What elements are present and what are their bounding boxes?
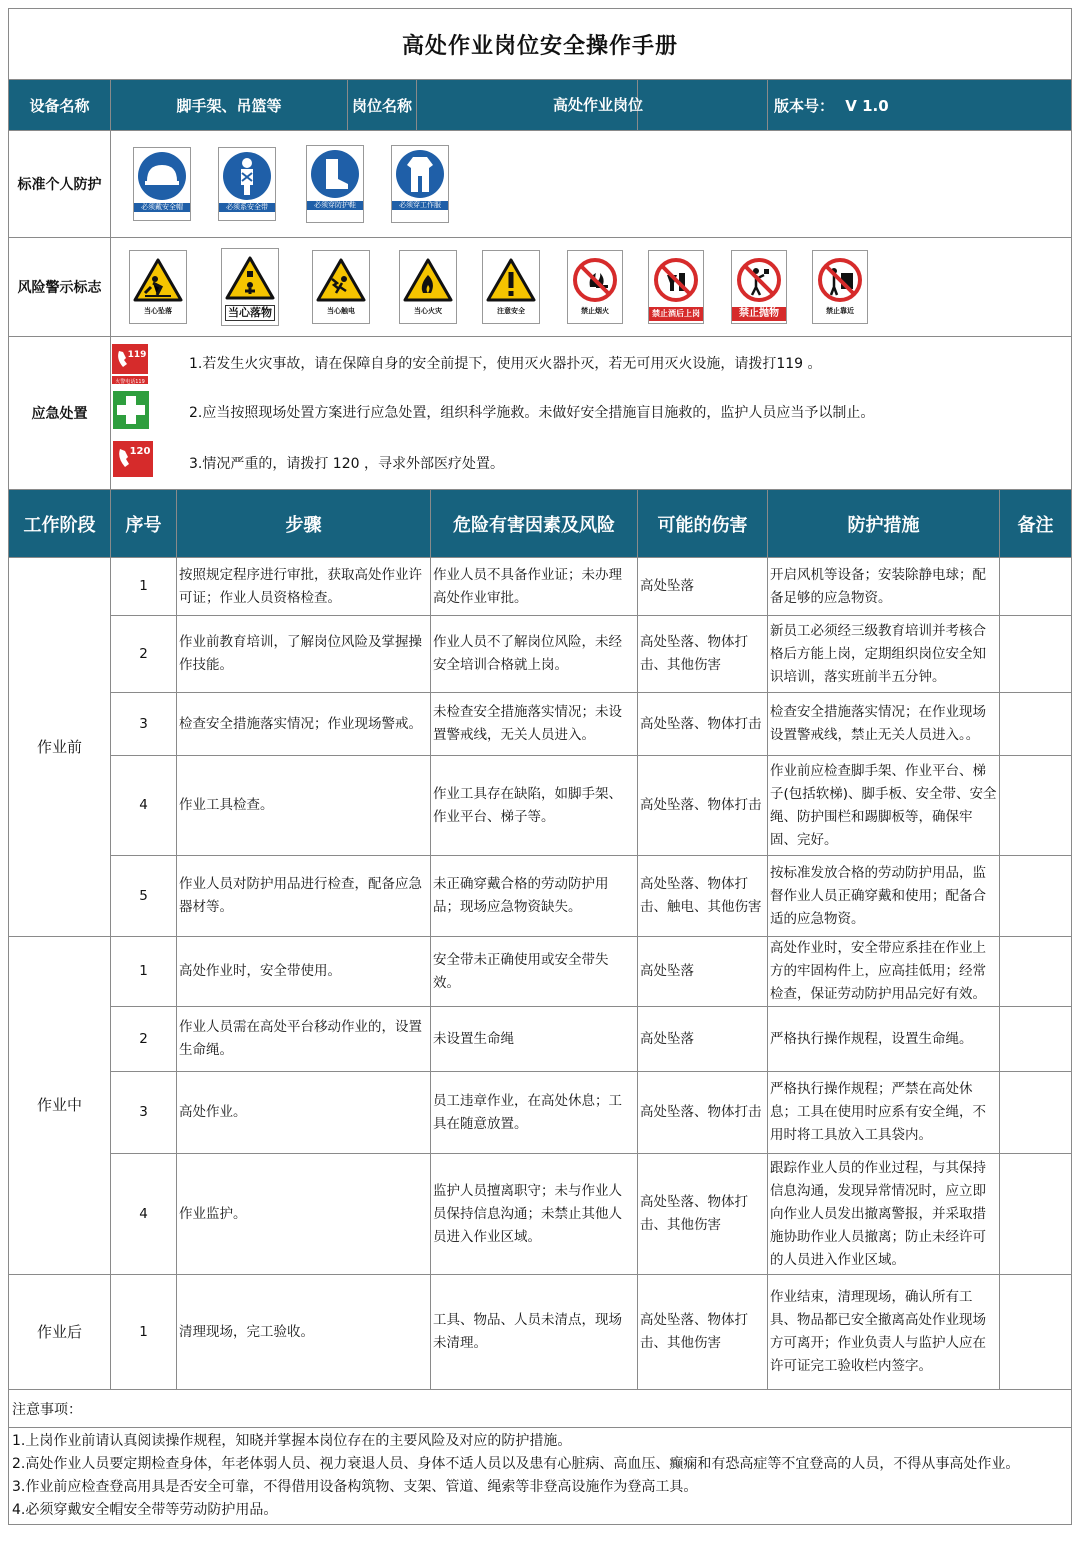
col-header-no: 序号	[111, 490, 177, 558]
ppe-sign-caption: 必须戴安全帽	[134, 203, 190, 212]
table-row	[9, 1154, 1072, 1275]
table-row	[9, 756, 1072, 856]
hazard-cell: 工具、物品、人员未清点，现场未清理。	[431, 1275, 638, 1390]
warning-row	[9, 238, 1072, 337]
emergency-label: 应急处置	[9, 337, 111, 490]
note-cell	[1000, 1154, 1072, 1275]
note-item: 2.高处作业人员要定期检查身体，年老体弱人员、视力衰退人员、身体不适人员以及患有心脏病、高血压、癫痫和有恐高症等不宜登高的人员，不得从事高处作业。	[12, 1456, 1020, 1472]
notes-list	[9, 1428, 1072, 1525]
manual-table	[8, 8, 1072, 1525]
measure-cell: 严格执行操作规程，设置生命绳。	[768, 1007, 1000, 1072]
row-number: 1	[111, 1275, 177, 1390]
electric-shock-warning-icon	[316, 257, 366, 303]
safety-harness-icon	[222, 151, 272, 201]
ppe-sign-1	[133, 147, 191, 221]
note-item: 4.必须穿戴安全帽安全带等劳动防护用品。	[12, 1502, 278, 1518]
measure-cell: 开启风机等设备；安装除静电球；配备足够的应急物资。	[768, 558, 1000, 616]
step-cell: 作业人员对防护用品进行检查，配备应急器材等。	[177, 856, 431, 937]
emergency-row	[9, 337, 1072, 490]
ppe-row	[9, 131, 1072, 238]
measure-cell: 作业结束，清理现场，确认所有工具、物品都已安全撤离高处作业现场方可离开；作业负责人与监护人应在许可证完工验收栏内签字。	[768, 1275, 1000, 1390]
first-aid-icon	[113, 391, 149, 429]
measure-cell: 按标准发放合格的劳动防护用品，监督作业人员正确穿戴和使用；配备合适的应急物资。	[768, 856, 1000, 937]
caution-icon	[486, 257, 536, 303]
table-row	[9, 1275, 1072, 1390]
equipment-label: 设备名称	[9, 80, 111, 131]
row-number: 4	[111, 1154, 177, 1275]
harm-cell: 高处坠落、物体打击、其他伤害	[638, 616, 768, 693]
step-cell: 检查安全措施落实情况；作业现场警戒。	[177, 693, 431, 756]
note-cell	[1000, 756, 1072, 856]
row-number: 3	[111, 693, 177, 756]
fall-warning-icon	[133, 257, 183, 303]
step-cell: 高处作业时，安全带使用。	[177, 937, 431, 1007]
note-item: 1.上岗作业前请认真阅读操作规程，知晓并掌握本岗位存在的主要风险及对应的防护措施。	[12, 1433, 572, 1449]
col-header-measure: 防护措施	[768, 490, 1000, 558]
step-cell: 清理现场，完工验收。	[177, 1275, 431, 1390]
warning-sign-9	[812, 250, 868, 324]
no-throwing-icon	[736, 257, 782, 303]
work-clothes-icon	[395, 149, 445, 199]
emergency-item-3: 3.情况严重的，请拨打 120 ，寻求外部医疗处置。	[189, 456, 504, 472]
version-value: V 1.0	[845, 96, 889, 115]
step-cell: 按照规定程序进行审批，获取高处作业许可证；作业人员资格检查。	[177, 558, 431, 616]
warning-sign-caption: 禁止抛物	[732, 307, 786, 321]
ppe-sign-3	[306, 145, 364, 223]
svg-text:119: 119	[127, 350, 147, 360]
no-fire-icon	[572, 257, 618, 303]
harm-cell: 高处坠落、物体打击、其他伤害	[638, 1154, 768, 1275]
measure-cell: 高处作业时，安全带应系挂在作业上方的牢固构件上，应高挂低用；经常检查，保证劳动防护用品完好有效。	[768, 937, 1000, 1007]
harm-cell: 高处坠落、物体打击	[638, 693, 768, 756]
note-cell	[1000, 616, 1072, 693]
step-cell: 作业监护。	[177, 1154, 431, 1275]
stage-name: 作业后	[9, 1275, 111, 1390]
table-row	[9, 1072, 1072, 1154]
hazard-cell: 未设置生命绳	[431, 1007, 638, 1072]
warning-sign-caption: 禁止烟火	[581, 307, 609, 315]
ppe-label: 标准个人防护	[9, 131, 111, 238]
warning-sign-8	[731, 250, 787, 324]
hard-hat-icon	[137, 151, 187, 201]
notes-title: 注意事项：	[9, 1390, 1072, 1428]
hazard-cell: 监护人员擅离职守；未与作业人员保持信息沟通；未禁止其他人员进入作业区域。	[431, 1154, 638, 1275]
row-number: 1	[111, 558, 177, 616]
version-cell	[768, 80, 1072, 131]
version-label: 版本号：	[774, 96, 835, 115]
step-cell: 作业工具检查。	[177, 756, 431, 856]
row-number: 5	[111, 856, 177, 937]
meta-header-row	[9, 80, 1072, 131]
ppe-sign-caption: 必须穿工作服	[392, 201, 448, 210]
hazard-cell: 作业人员不具备作业证；未办理高处作业审批。	[431, 558, 638, 616]
post-value: 高处作业岗位	[552, 96, 643, 114]
note-cell	[1000, 856, 1072, 937]
note-cell	[1000, 558, 1072, 616]
note-cell	[1000, 693, 1072, 756]
col-header-step: 步骤	[177, 490, 431, 558]
ppe-sign-caption: 必须穿防护鞋	[307, 201, 363, 210]
row-number: 1	[111, 937, 177, 1007]
ppe-sign-4	[391, 145, 449, 223]
hazard-cell: 作业人员不了解岗位风险，未经安全培训合格就上岗。	[431, 616, 638, 693]
warning-sign-1	[129, 250, 187, 324]
col-header-harm: 可能的伤害	[638, 490, 768, 558]
fire-warning-icon	[403, 257, 453, 303]
post-label: 岗位名称	[351, 96, 412, 115]
harm-cell: 高处坠落	[638, 937, 768, 1007]
stage-table-body	[9, 558, 1072, 1390]
note-cell	[1000, 1275, 1072, 1390]
harm-cell: 高处坠落、物体打击、触电、其他伤害	[638, 856, 768, 937]
warning-sign-6	[567, 250, 623, 324]
hazard-cell: 安全带未正确使用或安全带失效。	[431, 937, 638, 1007]
emergency-item-2: 2.应当按照现场处置方案进行应急处置，组织科学施救。未做好安全措施盲目施救的，监护人员应当予以制止。	[189, 405, 875, 421]
warning-sign-4	[399, 250, 457, 324]
warning-sign-caption: 禁止酒后上岗	[649, 307, 703, 321]
falling-object-warning-icon	[225, 255, 275, 301]
step-cell: 作业前教育培训，了解岗位风险及掌握操作技能。	[177, 616, 431, 693]
table-row	[9, 616, 1072, 693]
harm-cell: 高处坠落、物体打击	[638, 1072, 768, 1154]
row-number: 4	[111, 756, 177, 856]
col-header-hazard: 危险有害因素及风险	[431, 490, 638, 558]
svg-text:火警电话119: 火警电话119	[115, 379, 145, 385]
step-cell: 作业人员需在高处平台移动作业的，设置生命绳。	[177, 1007, 431, 1072]
row-number: 2	[111, 1007, 177, 1072]
equipment-value: 脚手架、吊篮等	[176, 96, 282, 115]
warning-sign-5	[482, 250, 540, 324]
fire-phone-icon	[111, 343, 151, 385]
note-cell	[1000, 1072, 1072, 1154]
warning-sign-3	[312, 250, 370, 324]
harm-cell: 高处坠落、物体打击	[638, 756, 768, 856]
harm-cell: 高处坠落	[638, 558, 768, 616]
hazard-cell: 员工违章作业，在高处休息；工具在随意放置。	[431, 1072, 638, 1154]
svg-text:120: 120	[129, 446, 151, 457]
hazard-cell: 作业工具存在缺陷，如脚手架、作业平台、梯子等。	[431, 756, 638, 856]
emergency-item-1: 1.若发生火灾事故，请在保障自身的安全前提下，使用灭火器扑灭，若无可用灭火设施，请拨打119 。	[189, 356, 822, 372]
warning-sign-2	[221, 248, 279, 326]
table-row	[9, 937, 1072, 1007]
table-header-row	[9, 490, 1072, 558]
row-number: 3	[111, 1072, 177, 1154]
stage-name: 作业前	[9, 558, 111, 937]
hazard-cell: 未检查安全措施落实情况；未设置警戒线，无关人员进入。	[431, 693, 638, 756]
warning-sign-caption: 当心触电	[327, 307, 355, 315]
warning-sign-caption: 当心落物	[225, 305, 275, 321]
col-header-stage: 工作阶段	[9, 490, 111, 558]
col-header-note: 备注	[1000, 490, 1072, 558]
table-row	[9, 1007, 1072, 1072]
warning-sign-caption: 禁止靠近	[826, 307, 854, 315]
measure-cell: 新员工必须经三级教育培训并考核合格后方能上岗，定期组织岗位安全知识培训，落实班前半五分钟。	[768, 616, 1000, 693]
warning-sign-7	[648, 250, 704, 324]
table-row	[9, 693, 1072, 756]
ppe-sign-2	[218, 147, 276, 221]
warning-sign-caption: 注意安全	[497, 307, 525, 315]
harm-cell: 高处坠落	[638, 1007, 768, 1072]
no-drinking-icon	[653, 257, 699, 303]
safety-manual-sheet	[8, 8, 1071, 1538]
ambulance-phone-icon	[113, 441, 153, 477]
note-cell	[1000, 1007, 1072, 1072]
warning-label: 风险警示标志	[9, 238, 111, 337]
row-number: 2	[111, 616, 177, 693]
measure-cell: 严格执行操作规程；严禁在高处休息；工具在使用时应系有安全绳，不用时将工具放入工具袋内。	[768, 1072, 1000, 1154]
note-item: 3.作业前应检查登高用具是否安全可靠，不得借用设备构筑物、支架、管道、绳索等非登高设施作为登高工具。	[12, 1479, 698, 1495]
note-cell	[1000, 937, 1072, 1007]
measure-cell: 检查安全措施落实情况；在作业现场设置警戒线，禁止无关人员进入。。	[768, 693, 1000, 756]
harm-cell: 高处坠落、物体打击、其他伤害	[638, 1275, 768, 1390]
stage-name: 作业中	[9, 937, 111, 1275]
step-cell: 高处作业。	[177, 1072, 431, 1154]
table-row	[9, 856, 1072, 937]
page-title: 高处作业岗位安全操作手册	[9, 9, 1072, 80]
ppe-sign-caption: 必须系安全带	[219, 203, 275, 212]
measure-cell: 作业前应检查脚手架、作业平台、梯子(包括软梯)、脚手板、安全带、安全绳、防护围栏和踢脚板等，确保牢固、完好。	[768, 756, 1000, 856]
warning-sign-caption: 当心火灾	[414, 307, 442, 315]
warning-icon-list	[129, 248, 1071, 326]
safety-boot-icon	[310, 149, 360, 199]
table-row	[9, 558, 1072, 616]
ppe-icon-list	[133, 145, 1071, 223]
hazard-cell: 未正确穿戴合格的劳动防护用品；现场应急物资缺失。	[431, 856, 638, 937]
measure-cell: 跟踪作业人员的作业过程，与其保持信息沟通，发现异常情况时，应立即向作业人员发出撤离警报，并采取措施协助作业人员撤离；防止未经许可的人员进入作业区域。	[768, 1154, 1000, 1275]
warning-sign-caption: 当心坠落	[144, 307, 172, 315]
no-approach-icon	[817, 257, 863, 303]
